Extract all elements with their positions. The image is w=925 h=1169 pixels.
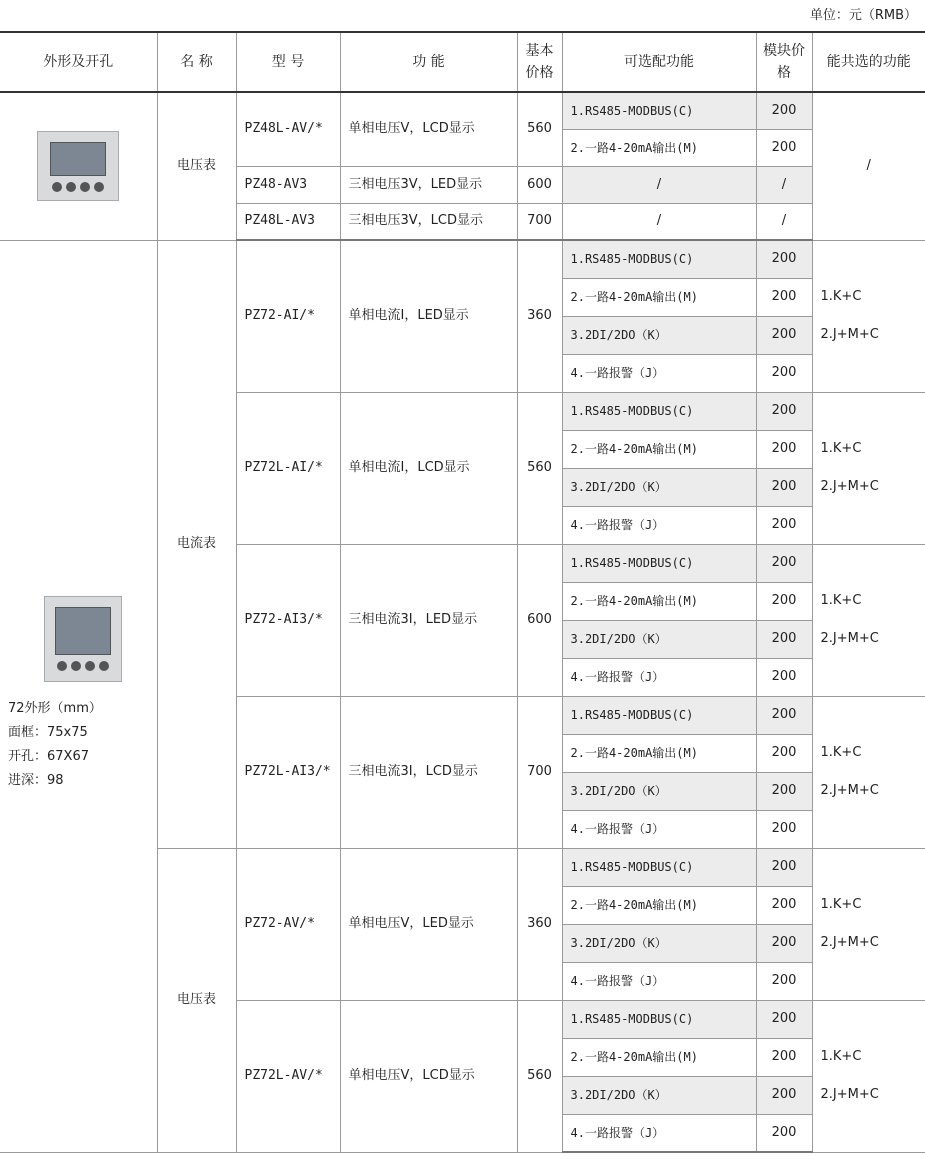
combo-line: 2.J+M+C xyxy=(820,327,879,342)
base-price-cell: 560 xyxy=(517,92,562,166)
option-price-cell: / xyxy=(756,166,812,203)
unit-note: 单位：元（RMB） xyxy=(809,8,917,23)
option-price-cell: 200 xyxy=(756,468,812,506)
price-table xyxy=(0,31,925,1153)
option-price-cell: 200 xyxy=(756,278,812,316)
option-cell: 4.一路报警（J） xyxy=(562,506,756,544)
option-price-cell: 200 xyxy=(756,848,812,886)
option-price-cell: / xyxy=(756,203,812,240)
option-cell: 4.一路报警（J） xyxy=(562,810,756,848)
option-price-cell: 200 xyxy=(756,582,812,620)
option-cell: 4.一路报警（J） xyxy=(562,962,756,1000)
name-cell: 电压表 xyxy=(157,848,236,1152)
function-cell: 单相电流I，LED显示 xyxy=(340,240,517,392)
combo-line: 1.K+C xyxy=(820,1049,862,1064)
option-cell: 1.RS485-MODBUS(C) xyxy=(562,544,756,582)
option-cell: 3.2DI/2DO（K） xyxy=(562,1076,756,1114)
option-cell: 3.2DI/2DO（K） xyxy=(562,468,756,506)
option-price-cell: 200 xyxy=(756,544,812,582)
header-module-price: 模块价格 xyxy=(756,32,812,92)
option-cell: 3.2DI/2DO（K） xyxy=(562,772,756,810)
meter-48-image xyxy=(37,131,119,201)
option-cell: 1.RS485-MODBUS(C) xyxy=(562,240,756,278)
function-cell: 三相电压3V，LCD显示 xyxy=(340,203,517,240)
combo-line: 2.J+M+C xyxy=(820,783,879,798)
header-function: 功 能 xyxy=(340,32,517,92)
option-price-cell: 200 xyxy=(756,1000,812,1038)
dimension-line: 面框：75x75 xyxy=(8,725,88,740)
model-cell: PZ48-AV3 xyxy=(236,166,340,203)
option-cell: 4.一路报警（J） xyxy=(562,658,756,696)
function-cell: 单相电压V，LED显示 xyxy=(340,848,517,1000)
model-cell: PZ48L-AV3 xyxy=(236,203,340,240)
name-cell: 电压表 xyxy=(157,92,236,240)
option-cell: 3.2DI/2DO（K） xyxy=(562,620,756,658)
function-cell: 三相电流3I，LCD显示 xyxy=(340,696,517,848)
header-name: 名 称 xyxy=(157,32,236,92)
option-price-cell: 200 xyxy=(756,506,812,544)
option-price-cell: 200 xyxy=(756,696,812,734)
combo-line: 1.K+C xyxy=(820,289,862,304)
option-cell: 2.一路4-20mA输出(M) xyxy=(562,129,756,166)
option-price-cell: 200 xyxy=(756,734,812,772)
option-cell: 4.一路报警（J） xyxy=(562,354,756,392)
option-price-cell: 200 xyxy=(756,129,812,166)
option-cell: 2.一路4-20mA输出(M) xyxy=(562,278,756,316)
base-price-cell: 360 xyxy=(517,848,562,1000)
function-cell: 单相电压V，LCD显示 xyxy=(340,92,517,166)
option-price-cell: 200 xyxy=(756,430,812,468)
option-cell: 1.RS485-MODBUS(C) xyxy=(562,848,756,886)
model-cell: PZ72-AI3/* xyxy=(236,544,340,696)
option-price-cell: 200 xyxy=(756,354,812,392)
dimension-line: 进深：98 xyxy=(8,773,64,788)
option-cell: 3.2DI/2DO（K） xyxy=(562,316,756,354)
option-cell: 2.一路4-20mA输出(M) xyxy=(562,430,756,468)
header-base-price: 基本价格 xyxy=(517,32,562,92)
option-price-cell: 200 xyxy=(756,924,812,962)
option-price-cell: 200 xyxy=(756,92,812,129)
option-cell: 4.一路报警（J） xyxy=(562,1114,756,1152)
option-cell: / xyxy=(562,203,756,240)
combo-cell: / xyxy=(812,92,925,240)
combo-cell xyxy=(812,848,925,1000)
option-price-cell: 200 xyxy=(756,962,812,1000)
base-price-cell: 360 xyxy=(517,240,562,392)
option-cell: 1.RS485-MODBUS(C) xyxy=(562,696,756,734)
option-price-cell: 200 xyxy=(756,240,812,278)
option-cell: 2.一路4-20mA输出(M) xyxy=(562,1038,756,1076)
combo-line: 1.K+C xyxy=(820,593,862,608)
combo-cell xyxy=(812,240,925,392)
base-price-cell: 600 xyxy=(517,544,562,696)
dimension-info xyxy=(8,700,149,790)
function-cell: 三相电流3I，LED显示 xyxy=(340,544,517,696)
combo-line: 2.J+M+C xyxy=(820,935,879,950)
dimension-line: 72外形（mm） xyxy=(8,701,102,716)
section-72 xyxy=(0,240,925,1152)
combo-cell xyxy=(812,1000,925,1152)
option-cell: 3.2DI/2DO（K） xyxy=(562,924,756,962)
header-combo: 能共选的功能 xyxy=(812,32,925,92)
header-model: 型 号 xyxy=(236,32,340,92)
table-row xyxy=(0,240,925,278)
name-cell: 电流表 xyxy=(157,240,236,848)
option-price-cell: 200 xyxy=(756,316,812,354)
combo-cell xyxy=(812,544,925,696)
model-cell: PZ72L-AI/* xyxy=(236,392,340,544)
model-cell: PZ72L-AV/* xyxy=(236,1000,340,1152)
combo-line: 2.J+M+C xyxy=(820,1087,879,1102)
function-cell: 三相电压3V，LED显示 xyxy=(340,166,517,203)
combo-line: 1.K+C xyxy=(820,745,862,760)
header-optional: 可选配功能 xyxy=(562,32,756,92)
option-cell: 1.RS485-MODBUS(C) xyxy=(562,92,756,129)
base-price-cell: 700 xyxy=(517,203,562,240)
model-cell: PZ72L-AI3/* xyxy=(236,696,340,848)
option-cell: 2.一路4-20mA输出(M) xyxy=(562,886,756,924)
table-row xyxy=(0,92,925,129)
option-cell: 1.RS485-MODBUS(C) xyxy=(562,1000,756,1038)
option-price-cell: 200 xyxy=(756,620,812,658)
base-price-cell: 560 xyxy=(517,1000,562,1152)
option-cell: 2.一路4-20mA输出(M) xyxy=(562,734,756,772)
combo-cell xyxy=(812,392,925,544)
option-price-cell: 200 xyxy=(756,1076,812,1114)
header-shape: 外形及开孔 xyxy=(0,32,157,92)
combo-cell xyxy=(812,696,925,848)
option-price-cell: 200 xyxy=(756,392,812,430)
meter-48-image-cell xyxy=(0,92,157,240)
header-row xyxy=(0,32,925,92)
option-price-cell: 200 xyxy=(756,658,812,696)
option-price-cell: 200 xyxy=(756,772,812,810)
option-price-cell: 200 xyxy=(756,810,812,848)
model-cell: PZ48L-AV/* xyxy=(236,92,340,166)
option-price-cell: 200 xyxy=(756,1114,812,1152)
meter-72-image xyxy=(44,596,122,682)
base-price-cell: 600 xyxy=(517,166,562,203)
function-cell: 单相电流I，LCD显示 xyxy=(340,392,517,544)
dimension-line: 开孔：67X67 xyxy=(8,749,89,764)
model-cell: PZ72-AV/* xyxy=(236,848,340,1000)
combo-line: 1.K+C xyxy=(820,441,862,456)
base-price-cell: 560 xyxy=(517,392,562,544)
combo-line: 2.J+M+C xyxy=(820,631,879,646)
function-cell: 单相电压V，LCD显示 xyxy=(340,1000,517,1152)
option-price-cell: 200 xyxy=(756,1038,812,1076)
option-price-cell: 200 xyxy=(756,886,812,924)
option-cell: 1.RS485-MODBUS(C) xyxy=(562,392,756,430)
model-cell: PZ72-AI/* xyxy=(236,240,340,392)
option-cell: / xyxy=(562,166,756,203)
combo-line: 1.K+C xyxy=(820,897,862,912)
base-price-cell: 700 xyxy=(517,696,562,848)
combo-line: 2.J+M+C xyxy=(820,479,879,494)
meter-72-image-cell xyxy=(0,240,157,1152)
option-cell: 2.一路4-20mA输出(M) xyxy=(562,582,756,620)
